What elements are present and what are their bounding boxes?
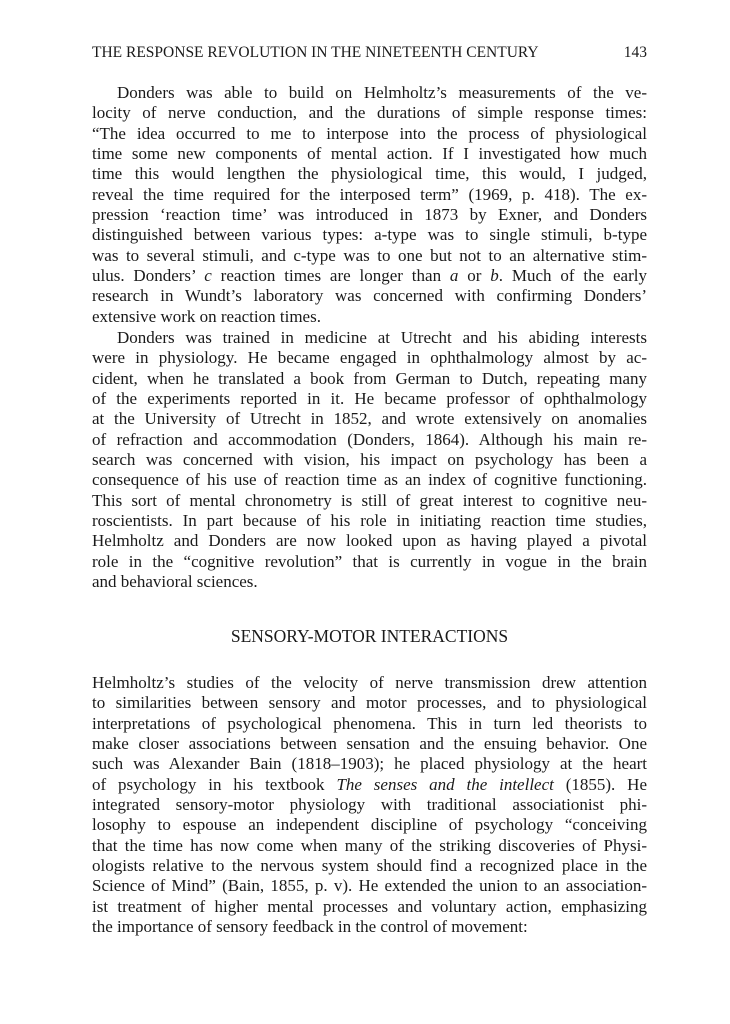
section-heading: SENSORY-MOTOR INTERACTIONS: [230, 626, 509, 646]
text-segment: locity of nerve conduction, and the durations of simple response times:: [92, 103, 647, 123]
text-line: [92, 430, 647, 450]
text-segment: consequence of his use of reaction time as an index of cognitive functioning.: [92, 470, 647, 490]
text-segment: reveal the time required for the interposed term” (1969, p. 418). The ex-: [92, 184, 647, 204]
text-segment: search was concerned with vision, his impact on psychology has been a: [92, 450, 647, 470]
text-line: [92, 734, 647, 754]
text-line: [92, 836, 647, 856]
text-line: [92, 450, 647, 470]
text-line: [92, 144, 647, 164]
text-segment: of the experiments reported in it. He became professor of ophthalmology: [92, 389, 647, 409]
text-segment: ulus. Donders’: [92, 266, 205, 286]
text-segment: to similarities between sensory and motor processes, and to physiological: [92, 693, 647, 713]
text-segment: of psychology in his textbook: [92, 774, 337, 794]
text-line: [92, 876, 647, 896]
italic-text: c: [204, 266, 212, 286]
text-segment: (1855). He: [553, 774, 647, 794]
text-line: [92, 246, 647, 266]
text-line: [92, 572, 647, 592]
text-segment: time this would lengthen the physiological time, this would, I judged,: [92, 164, 647, 184]
text-line: [92, 714, 647, 734]
text-line: [92, 856, 647, 876]
text-segment: losophy to espouse an independent discipline of psychology “conceiving: [92, 815, 647, 835]
page-number: 143: [623, 44, 647, 61]
text-line: [92, 917, 647, 937]
paragraph-sensory-motor: [92, 673, 647, 937]
text-segment: time some new components of mental action. If I investigated how much: [92, 144, 647, 164]
text-segment: the importance of sensory feedback in the control of movement:: [92, 917, 528, 937]
text-segment: reaction times are longer than: [211, 266, 450, 286]
text-segment: “The idea occurred to me to interpose into the process of physiological: [92, 123, 647, 143]
text-line: [92, 185, 647, 205]
text-segment: Helmholtz’s studies of the velocity of nerve transmission drew attention: [92, 673, 647, 692]
text-segment: Donders was able to build on Helmholtz’s measurements of the ve-: [117, 83, 647, 102]
text-line: [92, 531, 647, 551]
text-line: [92, 511, 647, 531]
text-line: [92, 693, 647, 713]
text-segment: were in physiology. He became engaged in ophthalmology almost by ac-: [92, 348, 647, 368]
text-line: [92, 348, 647, 368]
text-line: [92, 552, 647, 572]
text-line: [92, 266, 647, 286]
text-line: [92, 815, 647, 835]
text-segment: or: [458, 266, 491, 286]
text-line: [92, 389, 647, 409]
running-title: THE RESPONSE REVOLUTION IN THE NINETEENTH CENTURY: [92, 44, 539, 61]
text-segment: Science of Mind” (Bain, 1855, p. v). He extended the union to an association-: [92, 876, 647, 896]
text-segment: This sort of mental chronometry is still of great interest to cognitive neu-: [92, 490, 647, 510]
text-segment: interpretations of psychological phenomena. This in turn led theorists to: [92, 713, 647, 733]
running-header: [92, 44, 647, 62]
text-line: [92, 491, 647, 511]
text-segment: at the University of Utrecht in 1852, and wrote extensively on anomalies: [92, 409, 647, 429]
text-line: [92, 775, 647, 795]
text-line: [92, 225, 647, 245]
text-line: [92, 897, 647, 917]
italic-text: The senses and the intellect: [336, 774, 554, 794]
italic-text: b: [490, 266, 499, 286]
text-line: [92, 83, 647, 103]
text-line: [92, 409, 647, 429]
paragraph-donders-reaction-time: [92, 83, 647, 327]
text-segment: cident, when he translated a book from German to Dutch, repeating many: [92, 368, 647, 388]
text-line: [92, 124, 647, 144]
text-line: [92, 673, 647, 693]
text-segment: distinguished between various types: a-type was to single stimuli, b-type: [92, 225, 647, 245]
text-segment: . Much of the early: [498, 266, 647, 286]
text-segment: was to several stimuli, and c-type was to one but not to an alternative stim-: [92, 245, 647, 265]
text-segment: integrated sensory-motor physiology with traditional associationist phi-: [92, 795, 647, 815]
text-line: [92, 795, 647, 815]
text-segment: ologists relative to the nervous system should find a recognized place in the: [92, 856, 647, 876]
paragraph-donders-biography: [92, 328, 647, 592]
text-segment: extensive work on reaction times.: [92, 306, 321, 326]
text-segment: of refraction and accommodation (Donders, 1864). Although his main re-: [92, 429, 647, 449]
text-segment: ist treatment of higher mental processes and voluntary action, emphasizing: [92, 896, 647, 916]
text-segment: and behavioral sciences.: [92, 572, 258, 592]
text-segment: Donders was trained in medicine at Utrecht and his abiding interests: [117, 328, 647, 347]
text-segment: role in the “cognitive revolution” that is currently in vogue in the brain: [92, 551, 647, 571]
text-segment: make closer associations between sensation and the ensuing behavior. One: [92, 734, 647, 754]
text-line: [92, 754, 647, 774]
text-segment: such was Alexander Bain (1818–1903); he placed physiology at the heart: [92, 754, 647, 774]
text-line: [92, 103, 647, 123]
text-segment: roscientists. In part because of his role in initiating reaction time studies,: [92, 511, 647, 531]
text-segment: research in Wundt’s laboratory was concerned with confirming Donders’: [92, 286, 647, 306]
text-line: [92, 205, 647, 225]
italic-text: a: [449, 266, 459, 286]
text-line: [92, 470, 647, 490]
text-segment: pression ‘reaction time’ was introduced in 1873 by Exner, and Donders: [92, 205, 647, 225]
text-segment: Helmholtz and Donders are now looked upon as having played a pivotal: [92, 531, 647, 551]
text-line: [92, 164, 647, 184]
text-line: [92, 286, 647, 306]
text-line: [92, 328, 647, 348]
text-line: [92, 369, 647, 389]
text-line: [92, 307, 647, 327]
text-segment: that the time has now come when many of the striking discoveries of Physi-: [92, 835, 647, 855]
